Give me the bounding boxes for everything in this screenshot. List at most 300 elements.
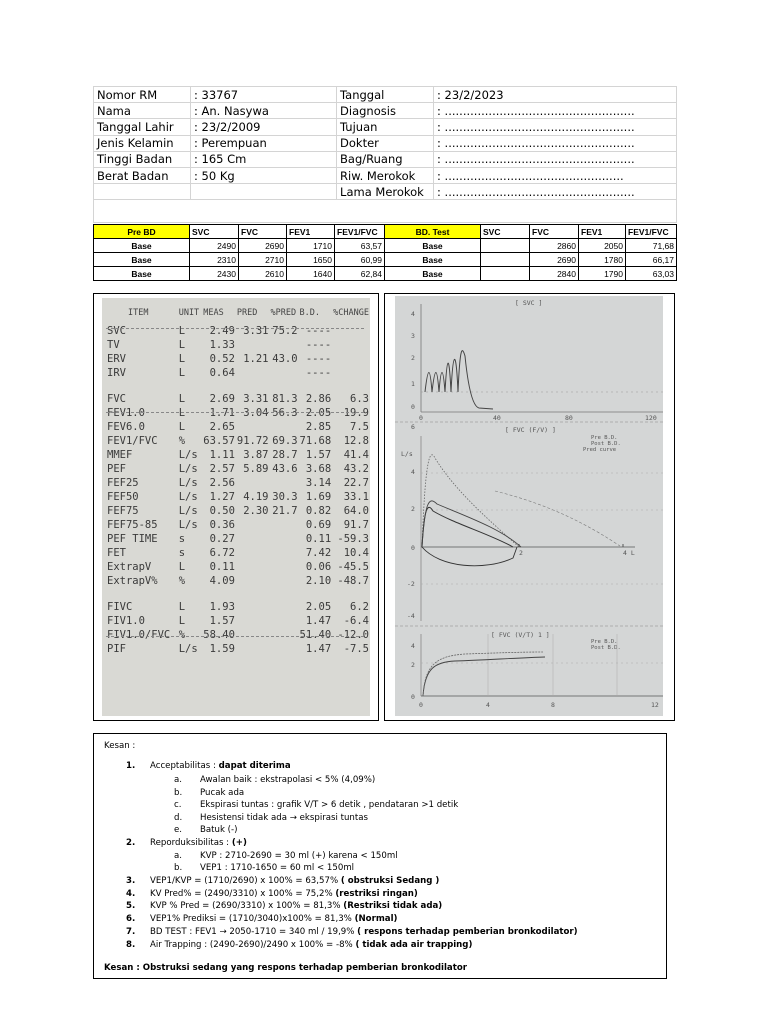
spiro-cell <box>481 253 530 267</box>
printout-row <box>106 490 370 504</box>
patient-info-row <box>94 103 677 119</box>
spiro-header: Pre BD <box>94 225 190 239</box>
spiro-header: FVC <box>239 225 287 239</box>
printout-rule <box>106 412 364 413</box>
spiro-header: BD. Test <box>385 225 481 239</box>
printout-cell: 81.3 <box>272 393 298 405</box>
kesan-conclusion: Kesan : Obstruksi sedang yang respons terhadap pemberian bronkodilator <box>104 963 467 973</box>
vt-legend-post: Post B.D. <box>591 645 621 651</box>
printout-cell: FIV1.0/FVC <box>107 629 171 641</box>
info-label: Riw. Merokok <box>337 167 434 183</box>
kesan-item-emphasis: (Restriksi tidak ada) <box>343 901 443 911</box>
printout-cell: 2.05 <box>305 407 332 419</box>
svc-title: [ SVC ] <box>515 299 543 307</box>
fv-ytick: 0 <box>411 544 415 552</box>
fv-title: [ FVC (F/V) ] <box>505 426 556 434</box>
info-value: : 23/2/2009 <box>191 119 337 135</box>
printout-cell: 3.68 <box>305 463 332 475</box>
printout-cell: FVC <box>107 393 126 405</box>
printout-cell: 6.72 <box>209 547 235 559</box>
printout-cell: L/s <box>178 463 198 475</box>
kesan-subitem-text: Batuk (-) <box>200 825 238 835</box>
printout-cell: 21.7 <box>272 505 298 517</box>
spiro-cell: 2860 <box>530 239 579 253</box>
printout-cell: s <box>178 547 186 559</box>
svc-ytick: 1 <box>411 380 415 388</box>
blank-cell <box>94 200 677 223</box>
printout-cell: 33.1 <box>343 491 369 503</box>
printout-cell: 1.71 <box>209 407 235 419</box>
svc-xtick: 0 <box>419 414 423 422</box>
printout-cell: SVC <box>107 325 126 337</box>
printout-row <box>106 406 370 420</box>
printout-cell: % <box>178 629 186 641</box>
graphs-paper <box>395 296 663 716</box>
vt-xtick: 8 <box>551 701 555 709</box>
printout-cell <box>236 574 270 588</box>
vt-ytick: 2 <box>411 661 415 669</box>
kesan-subitem-letter: e. <box>174 825 183 835</box>
printout-cell: 2.85 <box>305 421 332 433</box>
printout-cell: PEF <box>107 463 126 475</box>
printout-row <box>106 642 370 656</box>
patient-info-table <box>93 86 677 223</box>
printout-cell <box>270 518 299 532</box>
printout-cell: 43.6 <box>272 463 298 475</box>
info-value: : Perempuan <box>191 135 337 151</box>
kesan-subitem-letter: a. <box>174 851 182 861</box>
printout-cell <box>270 532 299 546</box>
vt-xtick: 0 <box>419 701 423 709</box>
printout-cell: -6.4 <box>343 615 369 627</box>
printout-row <box>106 518 370 532</box>
patient-info-row <box>94 184 677 200</box>
printout-cell: L/s <box>178 505 198 517</box>
spiro-cell: 63,03 <box>626 267 677 281</box>
printout-cell: L <box>178 393 186 405</box>
printout-cell: 0.36 <box>209 519 235 531</box>
printout-cell: ExtrapV <box>107 561 152 573</box>
printout-cell: 0.64 <box>209 367 235 379</box>
info-label: Lama Merokok <box>337 184 434 200</box>
printout-cell: 2.10 <box>305 575 332 587</box>
printout-cell: 0.11 <box>209 561 235 573</box>
printout-cell: L <box>178 325 186 337</box>
kesan-item-number: 6. <box>126 914 136 924</box>
printout-cell: FET <box>107 547 126 559</box>
printout-cell <box>236 546 270 560</box>
printout-cell: % <box>178 575 186 587</box>
printout-row <box>106 614 370 628</box>
patient-info-row <box>94 119 677 135</box>
printout-cell: L <box>178 421 186 433</box>
kesan-title: Kesan : <box>104 741 136 751</box>
fv-ytick: -4 <box>407 612 415 620</box>
info-label: Nomor RM <box>94 87 191 103</box>
kesan-item-text: VEP1% Prediksi = (1710/3040)x100% = 81,3% <box>150 914 355 924</box>
printout-cell <box>270 574 299 588</box>
printout-header: ITEM <box>128 308 149 318</box>
printout-row <box>106 546 370 560</box>
printout-cell: 19.9 <box>343 407 369 419</box>
printout-cell: 75.2 <box>272 325 298 337</box>
kesan-item-emphasis: ( obstruksi Sedang ) <box>340 876 440 886</box>
kesan-item-emphasis: ( tidak ada air trapping) <box>355 940 473 950</box>
printout-cell: TV <box>107 339 120 351</box>
printout-cell: 1.57 <box>305 449 332 461</box>
printout-cell <box>236 600 270 614</box>
kesan-item-number: 5. <box>126 901 136 911</box>
kesan-item-emphasis: dapat diterima <box>218 761 291 771</box>
spiro-header: FEV1 <box>579 225 626 239</box>
spirometry-table <box>93 224 677 281</box>
spirometry-graphs-photo <box>384 293 675 721</box>
printout-cell: 0.06 <box>305 561 332 573</box>
printout-cell: 63.57 <box>203 435 235 447</box>
spiro-header: FEV1/FVC <box>626 225 677 239</box>
printout-row <box>106 392 370 406</box>
spiro-cell: 62,84 <box>335 267 385 281</box>
info-label: Tinggi Badan <box>94 151 191 167</box>
kesan-subitem-text: Ekspirasi tuntas : grafik V/T > 6 detik , pendataran >1 detik <box>200 800 459 810</box>
svc-xtick: 120 <box>645 414 657 422</box>
info-label: Jenis Kelamin <box>94 135 191 151</box>
kesan-item-number: 8. <box>126 940 136 950</box>
info-label: Tanggal <box>337 87 434 103</box>
kesan-item-text: VEP1/KVP = (1710/2690) x 100% = 63,57% <box>150 876 341 886</box>
spiro-cell: Base <box>385 253 481 267</box>
printout-row <box>106 600 370 614</box>
printout-cell: MMEF <box>107 449 133 461</box>
printout-cell: 43.0 <box>272 353 298 365</box>
printout-cell: 3.31 <box>243 393 269 405</box>
printout-cell <box>332 366 370 380</box>
svc-graph <box>411 299 663 422</box>
printout-cell: 1.27 <box>209 491 235 503</box>
info-value: : 165 Cm <box>191 151 337 167</box>
kesan-subitem-letter: d. <box>174 813 183 823</box>
vt-xtick: 12 <box>651 701 659 709</box>
printout-cell: 6.3 <box>350 393 369 405</box>
blank-row <box>94 200 677 223</box>
printout-table <box>106 302 370 656</box>
printout-cell: 1.93 <box>209 601 235 613</box>
kesan-subitem-letter: b. <box>174 788 183 798</box>
printout-row <box>106 338 370 352</box>
printout-cell: 0.50 <box>209 505 235 517</box>
kesan-subitem-letter: c. <box>174 800 182 810</box>
spiro-cell: 2710 <box>239 253 287 267</box>
printout-cell <box>270 476 299 490</box>
fv-ytick: 4 <box>411 468 415 476</box>
printout-cell: FEF25 <box>107 477 139 489</box>
printout-cell: 4.19 <box>243 491 269 503</box>
patient-info-row <box>94 135 677 151</box>
printout-cell: 2.86 <box>305 393 332 405</box>
fv-legend-pred: Pred curve <box>583 447 617 453</box>
info-value <box>191 184 337 200</box>
printout-row <box>106 420 370 434</box>
printout-cell: 4.09 <box>209 575 235 587</box>
printout-row <box>106 352 370 366</box>
printout-cell: FIVC <box>107 601 133 613</box>
printout-cell: 0.11 <box>305 533 332 545</box>
spiro-header: SVC <box>190 225 239 239</box>
printout-cell: ---- <box>305 325 332 337</box>
printout-cell <box>236 532 270 546</box>
kesan-subitem-text: VEP1 : 1710-1650 = 60 ml < 150ml <box>200 863 355 873</box>
printout-header: UNIT <box>178 308 200 318</box>
printout-cell: 56.3 <box>272 407 298 419</box>
kesan-item-number: 7. <box>126 927 136 937</box>
kesan-item-emphasis: (Normal) <box>354 914 398 924</box>
printout-row <box>106 574 370 588</box>
svc-ytick: 4 <box>411 310 415 318</box>
kesan-subitem-text: Hesistensi tidak ada → ekspirasi tuntas <box>200 813 368 823</box>
spiro-cell <box>481 239 530 253</box>
vt-ytick: 0 <box>411 693 415 701</box>
info-label <box>94 184 191 200</box>
fv-xtick: 4 L <box>623 549 635 557</box>
printout-cell <box>270 628 299 642</box>
printout-cell: FEV1/FVC <box>107 435 158 447</box>
info-label: Berat Badan <box>94 167 191 183</box>
printout-gap-cell <box>106 380 370 392</box>
printout-cell <box>236 518 270 532</box>
printout-cell: L <box>178 615 186 627</box>
info-label: Nama <box>94 103 191 119</box>
kesan-item-number: 1. <box>126 761 136 771</box>
info-label: Bag/Ruang <box>337 151 434 167</box>
fv-xtick: 2 <box>519 549 523 557</box>
printout-cell: 2.05 <box>305 601 332 613</box>
printout-header: %CHANGE <box>333 308 369 318</box>
spiro-cell: Base <box>94 239 190 253</box>
spiro-cell: 2840 <box>530 267 579 281</box>
fv-yunit: L/s <box>401 450 413 458</box>
kesan-item-text: Reporduksibilitas : <box>150 838 232 848</box>
spiro-cell: 60,99 <box>335 253 385 267</box>
printout-header-row <box>106 302 370 324</box>
printout-cell: 91.7 <box>343 519 369 531</box>
fv-ytick: 2 <box>411 505 415 513</box>
printout-cell: 6.2 <box>350 601 369 613</box>
kesan-item-emphasis: ( respons terhadap pemberian bronkodilator) <box>357 927 578 937</box>
printout-cell: 2.30 <box>243 505 269 517</box>
spiro-row <box>94 253 677 267</box>
kesan-subitem-text: Pucak ada <box>200 788 245 798</box>
kesan-item-number: 2. <box>126 838 136 848</box>
printout-cell <box>270 600 299 614</box>
kesan-item-text: Air Trapping : (2490-2690)/2490 x 100% = -8% <box>150 940 356 950</box>
printout-cell: 10.4 <box>343 547 369 559</box>
spiro-header: FVC <box>530 225 579 239</box>
printout-cell <box>236 628 270 642</box>
printout-cell: 1.33 <box>209 339 235 351</box>
printout-cell: 3.14 <box>305 477 332 489</box>
printout-cell: FEV1.0 <box>107 407 145 419</box>
printout-cell: 3.31 <box>243 325 269 337</box>
info-value: : .................................................... <box>434 151 677 167</box>
printout-cell: L/s <box>178 477 198 489</box>
printout-row <box>106 628 370 642</box>
flow-volume-graph <box>395 422 663 621</box>
printout-cell: 22.7 <box>343 477 369 489</box>
printout-row <box>106 434 370 448</box>
kesan-item-text: Acceptabilitas : <box>150 761 219 771</box>
printout-cell <box>270 338 299 352</box>
spiro-cell: 2610 <box>239 267 287 281</box>
kesan-subitem-letter: a. <box>174 775 182 785</box>
printout-gap <box>106 588 370 600</box>
printout-cell <box>236 642 270 656</box>
printout-cell: FEV6.0 <box>107 421 145 433</box>
printout-cell <box>270 560 299 574</box>
printout-rule <box>106 328 364 329</box>
kesan-item-text: KV Pred% = (2490/3310) x 100% = 75,2% <box>150 889 336 899</box>
printout-cell <box>332 324 370 338</box>
printout-cell: 2.57 <box>209 463 235 475</box>
printout-cell <box>236 476 270 490</box>
printout-cell: L <box>178 339 186 351</box>
volume-time-graph <box>395 626 663 709</box>
printout-cell: 1.59 <box>209 643 235 655</box>
printout-cell: L/s <box>178 449 198 461</box>
spiro-cell: 1780 <box>579 253 626 267</box>
kesan-item-text: KVP % Pred = (2690/3310) x 100% = 81,3% <box>150 901 344 911</box>
spirometer-printout-photo <box>93 293 379 721</box>
printout-cell: -48.7 <box>337 575 369 587</box>
vt-title: [ FVC (V/T) 1 ] <box>491 631 550 639</box>
printout-cell: 7.5 <box>350 421 369 433</box>
kesan-item-number: 4. <box>126 889 136 899</box>
spiro-cell: 1650 <box>287 253 335 267</box>
printout-gap <box>106 380 370 392</box>
printout-cell: L <box>178 601 186 613</box>
printout-cell <box>236 420 270 434</box>
spiro-cell: 2690 <box>239 239 287 253</box>
printout-cell: L <box>178 561 186 573</box>
patient-info-row <box>94 151 677 167</box>
spiro-header: FEV1/FVC <box>335 225 385 239</box>
printout-cell: 5.89 <box>243 463 269 475</box>
printout-cell: 3.04 <box>243 407 269 419</box>
printout-cell <box>332 352 370 366</box>
printout-row <box>106 448 370 462</box>
graphs-svg <box>395 296 663 716</box>
kesan-subitem-text: KVP : 2710-2690 = 30 ml (+) karena < 150ml <box>200 851 398 861</box>
printout-cell: 1.47 <box>305 615 332 627</box>
spiro-cell: 71,68 <box>626 239 677 253</box>
printout-cell: 0.52 <box>209 353 235 365</box>
svc-xtick: 80 <box>565 414 573 422</box>
printout-cell: 0.27 <box>209 533 235 545</box>
printout-cell <box>236 338 270 352</box>
printout-cell: L <box>178 367 186 379</box>
printout-cell: 30.3 <box>272 491 298 503</box>
info-value: : 50 Kg <box>191 167 337 183</box>
printout-cell: 64.0 <box>343 505 369 517</box>
printout-cell: FEF50 <box>107 491 139 503</box>
printout-cell: 43.2 <box>343 463 369 475</box>
printout-cell: 7.42 <box>305 547 332 559</box>
spiro-row <box>94 239 677 253</box>
printout-cell <box>332 338 370 352</box>
spiro-cell: 66,17 <box>626 253 677 267</box>
printout-cell: 1.21 <box>243 353 269 365</box>
svc-ytick: 2 <box>411 354 415 362</box>
patient-info-row <box>94 87 677 103</box>
printout-cell: 2.65 <box>209 421 235 433</box>
printout-gap-cell <box>106 588 370 600</box>
printout-paper <box>102 298 370 716</box>
printout-cell: -45.5 <box>337 561 369 573</box>
printout-row <box>106 504 370 518</box>
printout-cell: 0.69 <box>305 519 332 531</box>
fv-ytick: -2 <box>407 580 415 588</box>
printout-row <box>106 324 370 338</box>
info-value: : 33767 <box>191 87 337 103</box>
printout-rule <box>106 636 364 637</box>
printout-cell: 12.8 <box>343 435 369 447</box>
spiro-cell: Base <box>94 267 190 281</box>
printout-header: B.D. <box>299 308 321 318</box>
info-value: : 23/2/2023 <box>434 87 677 103</box>
printout-header: MEAS <box>203 308 224 318</box>
spiro-header: FEV1 <box>287 225 335 239</box>
info-label: Tujuan <box>337 119 434 135</box>
printout-cell: 1.57 <box>209 615 235 627</box>
printout-cell <box>270 420 299 434</box>
vt-ytick: 4 <box>411 642 415 650</box>
printout-cell: 1.11 <box>209 449 235 461</box>
kesan-subitem-text: Awalan baik : ekstrapolasi < 5% (4,09%) <box>200 775 376 785</box>
spiro-cell: Base <box>385 267 481 281</box>
printout-cell: ---- <box>305 353 332 365</box>
kesan-item-text: BD TEST : FEV1 → 2050-1710 = 340 ml / 19,9% <box>150 927 358 937</box>
info-value: : .................................................... <box>434 135 677 151</box>
printout-cell: L <box>178 407 186 419</box>
printout-cell: 0.82 <box>305 505 332 517</box>
spiro-cell: Base <box>94 253 190 267</box>
printout-cell: 2.69 <box>209 393 235 405</box>
printout-row <box>106 366 370 380</box>
printout-cell: 91.72 <box>236 435 269 447</box>
printout-cell: 69.3 <box>272 435 298 447</box>
info-label: Dokter <box>337 135 434 151</box>
printout-cell: FEF75-85 <box>107 519 158 531</box>
printout-cell: 2.49 <box>209 325 235 337</box>
printout-cell <box>270 366 299 380</box>
info-label: Tanggal Lahir <box>94 119 191 135</box>
printout-cell: -59.3 <box>337 533 369 545</box>
printout-cell: % <box>178 435 186 447</box>
printout-cell: 28.7 <box>272 449 298 461</box>
printout-cell <box>270 642 299 656</box>
printout-cell: ERV <box>107 353 126 365</box>
spiro-cell: 2310 <box>190 253 239 267</box>
printout-cell: 1.47 <box>305 643 332 655</box>
svc-ytick: 0 <box>411 403 415 411</box>
printout-cell: 1.69 <box>305 491 332 503</box>
vt-xtick: 4 <box>486 701 490 709</box>
printout-cell: 71.68 <box>299 435 332 447</box>
spiro-cell: 2490 <box>190 239 239 253</box>
printout-cell: PEF TIME <box>107 533 158 545</box>
vt-legend-pre: Pre B.D. <box>591 639 618 645</box>
printout-cell: ---- <box>305 367 332 379</box>
fv-legend-post: Post B.D. <box>591 441 621 447</box>
